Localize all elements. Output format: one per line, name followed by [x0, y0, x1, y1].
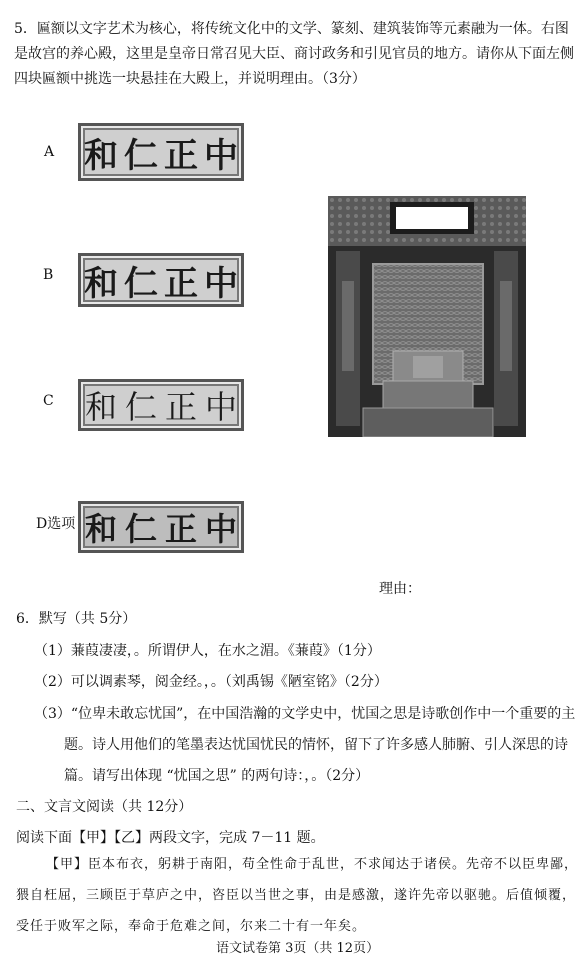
plaque-d-char-1: 和 [84, 510, 117, 548]
option-label-a: A [44, 144, 55, 160]
option-label-c: C [43, 393, 54, 409]
page-footer: 语文试卷第 3页（共 12页） [216, 941, 380, 956]
reason-label: 理由： [379, 581, 421, 597]
plaque-d-char-4: 中 [204, 510, 237, 548]
plaque-d-char-2: 仁 [124, 510, 157, 548]
q6-item-3-line-3: 篇。请写出体现 “忧国之思” 的两句诗：，。（2分） [64, 768, 370, 784]
plaque-a-char-4: 中 [204, 135, 238, 176]
q6-item-2: （2）可以调素琴，阅金经。，。（刘禹锡《陋室铭》（2分） [34, 674, 388, 690]
plaque-b-char-4: 中 [204, 263, 238, 304]
plaque-c-char-3: 正 [164, 388, 197, 426]
plaque-b-char-2: 仁 [124, 263, 158, 304]
option-label-b: B [43, 267, 54, 283]
passage-jia-line-2: 猥自枉屈，三顾臣于草庐之中，咨臣以当世之事，由是感激，遂许先帝以驱驰。后值倾覆， [16, 888, 577, 903]
plaque-c-char-4: 中 [204, 388, 237, 426]
plaque-b-char-1: 和 [84, 263, 118, 304]
passage-jia-line-3: 受任于败军之际，奉命于危难之间，尔来二十有一年矣。 [16, 919, 367, 934]
plaque-option-b [78, 253, 244, 307]
plaque-b-char-3: 正 [164, 263, 198, 304]
q6-item-3-line-2: 题。诗人用他们的笔墨表达忧国忧民的情怀，留下了许多感人肺腑、引人深思的诗 [64, 737, 568, 753]
plaque-option-c [78, 379, 244, 431]
plaque-c-char-2: 仁 [124, 388, 157, 426]
question-6-title: 6．默写（共 5分） [16, 611, 137, 627]
plaque-option-a [78, 123, 244, 181]
section-2-instruction: 阅读下面【甲】【乙】两段文字，完成 7－11 题。 [16, 830, 325, 846]
plaque-a-char-2: 仁 [124, 135, 158, 176]
plaque-c-char-1: 和 [84, 388, 117, 426]
plaque-d-char-3: 正 [164, 510, 197, 548]
section-2-title: 二、文言文阅读（共 12分） [16, 799, 193, 815]
question-5-text: 5．匾额以文字艺术为核心，将传统文化中的文学、篆刻、建筑装饰等元素融为一体。右图是故宫的养心殿，这里是皇帝日常召见大臣、商讨政务和引见官员的地方。请你从下面左侧四块匾额中挑选一块悬挂在大殿上，并说明理由。（3分） [14, 21, 574, 87]
passage-jia-line-1: 【甲】臣本布衣，躬耕于南阳，苟全性命于乱世，不求闻达于诸侯。先帝不以臣卑鄙， [46, 857, 579, 872]
throne-illustration [328, 196, 526, 437]
yangxin-hall-throne-photo [328, 196, 526, 437]
plaque-a-char-1: 和 [84, 135, 118, 176]
plaque-option-d [78, 501, 244, 553]
option-label-d: D选项 [36, 516, 76, 532]
q6-item-1: （1）蒹葭凄凄，。所谓伊人，在水之湄。《蒹葭》（1分） [34, 643, 381, 659]
plaque-a-char-3: 正 [164, 135, 198, 176]
q6-item-3-line-1: （3）“位卑未敢忘忧国”，在中国浩瀚的文学史中，忧国之思是诗歌创作中一个重要的主 [34, 706, 576, 722]
